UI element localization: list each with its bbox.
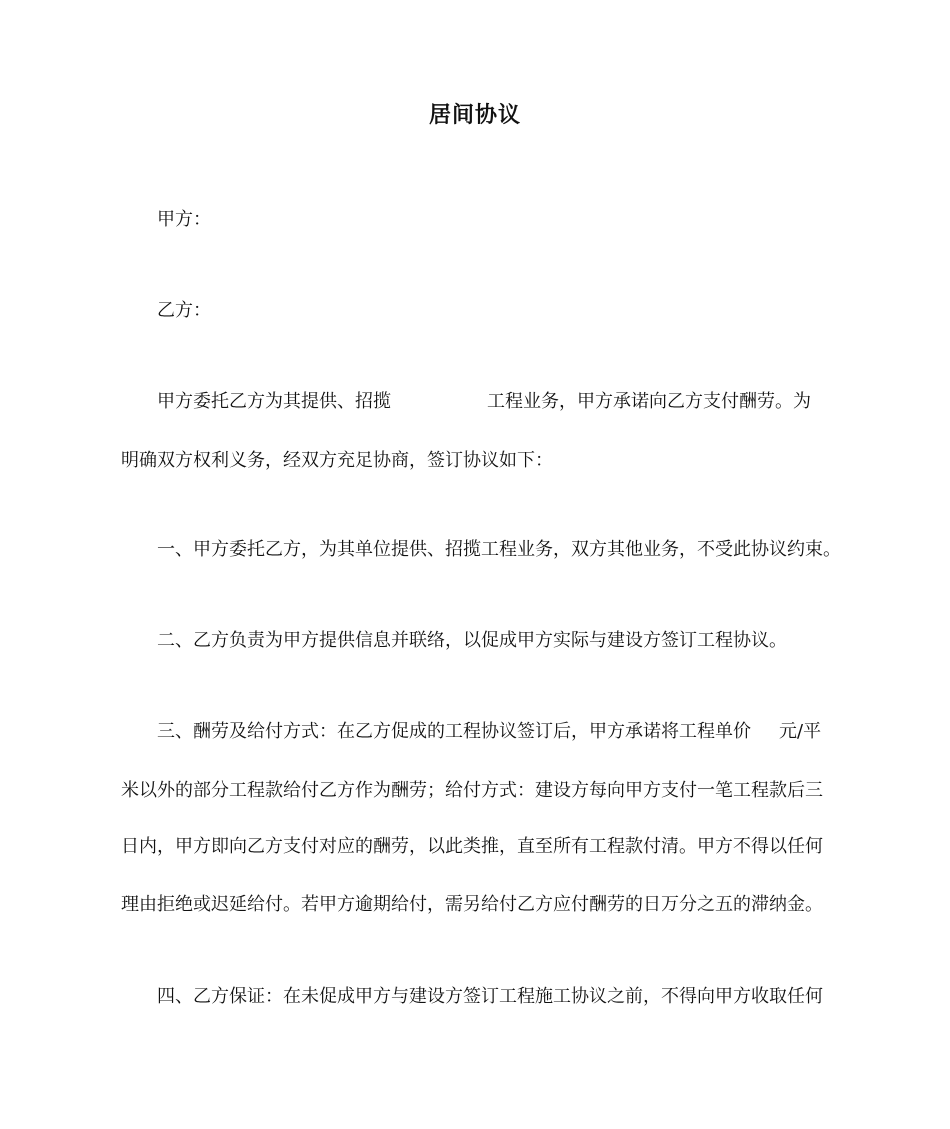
clause-1: 一、甲方委托乙方，为其单位提供、招揽工程业务，双方其他业务，不受此协议约束。	[157, 539, 841, 560]
clause-4-line-1: 四、乙方保证：在未促成甲方与建设方签订工程施工协议之前，不得向甲方收取任何	[157, 986, 823, 1007]
clause-3-line-4: 理由拒绝或迟延给付。若甲方逾期给付，需另给付乙方应付酬劳的日万分之五的滞纳金。	[121, 894, 823, 915]
clause-3-line-1	[157, 720, 821, 744]
clause-2: 二、乙方负责为甲方提供信息并联络，以促成甲方实际与建设方签订工程协议。	[157, 630, 787, 651]
clause-3-text-part-2: 元/平	[779, 721, 822, 742]
intro-text-part-1: 甲方委托乙方为其提供、招揽	[157, 391, 391, 412]
party-b-label: 乙方：	[157, 300, 211, 321]
clause-3-line-2: 米以外的部分工程款给付乙方作为酬劳；给付方式：建设方每向甲方支付一笔工程款后三	[121, 780, 823, 801]
party-a-label: 甲方：	[157, 209, 211, 230]
intro-text-part-2: 工程业务，甲方承诺向乙方支付酬劳。为	[487, 391, 811, 412]
clause-3-text-part-1: 三、酬劳及给付方式：在乙方促成的工程协议签订后，甲方承诺将工程单价	[157, 721, 751, 742]
clause-3-line-3: 日内，甲方即向乙方支付对应的酬劳，以此类推，直至所有工程款付清。甲方不得以任何	[121, 836, 823, 857]
intro-line-1	[157, 390, 811, 414]
intro-line-2: 明确双方权利义务，经双方充足协商，签订协议如下：	[121, 450, 553, 471]
document-title: 居间协议	[428, 103, 521, 128]
